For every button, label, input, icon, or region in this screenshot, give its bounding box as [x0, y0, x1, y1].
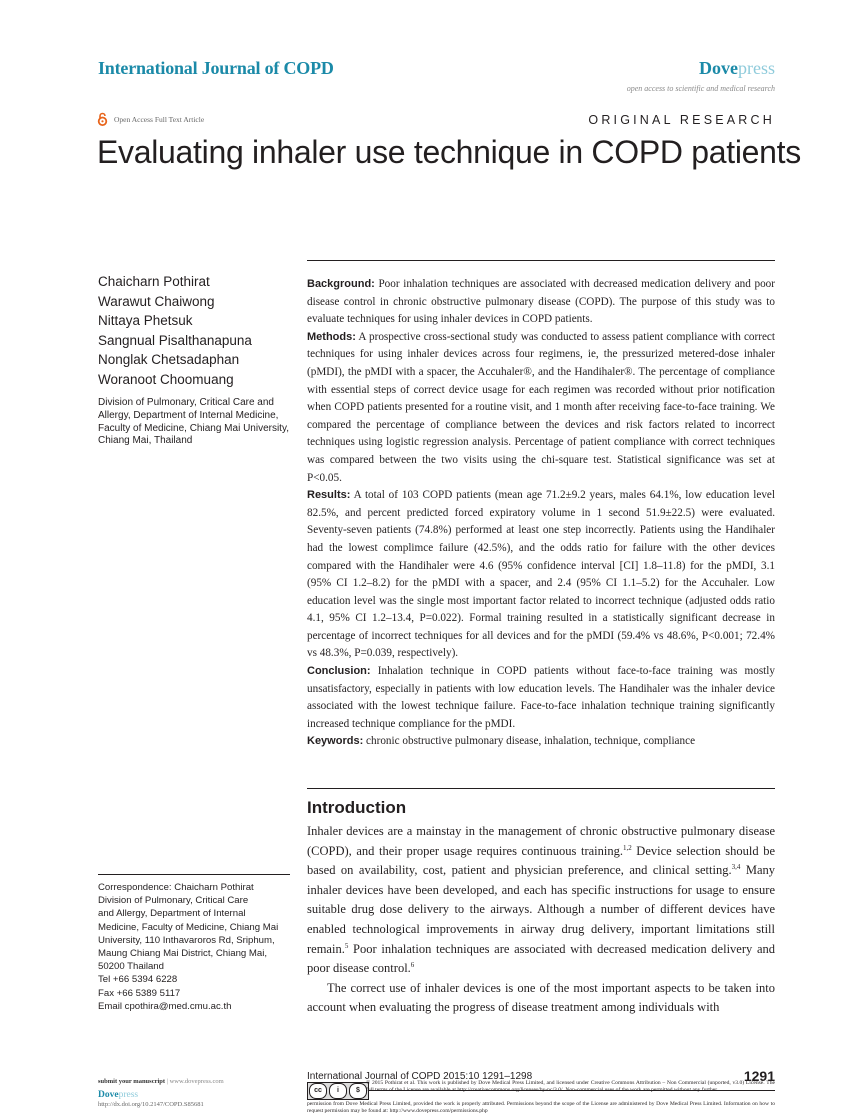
author-name: Nonglak Chetsadaphan: [98, 352, 240, 368]
publisher-name-light: press: [738, 58, 775, 78]
article-title: Evaluating inhaler use technique in COPD patients: [97, 134, 801, 170]
divider: [98, 874, 290, 875]
publisher-name-light: press: [118, 1090, 139, 1100]
abstract-label: Methods:: [307, 330, 356, 343]
publisher-tagline: open access to scientific and medical research: [626, 84, 775, 93]
abstract-label: Conclusion:: [307, 665, 371, 678]
paragraph: The correct use of inhaler devices is one of the most important aspects to be taken into account when evaluating the progress of disease treatment among individuals with: [307, 980, 775, 1015]
open-access-badge: [97, 112, 204, 126]
submit-manuscript-link[interactable]: [98, 1078, 224, 1085]
author-name: Warawut Chaiwong: [98, 293, 215, 309]
abstract-label: Background:: [307, 278, 375, 290]
correspondence-line: University, 110 Inthavaroros Rd, Sriphum,: [98, 934, 275, 946]
cc-by-nc-icon: cc i $: [307, 1082, 369, 1100]
abstract-keywords: [307, 733, 775, 751]
correspondence-email[interactable]: Email cpothira@med.cmu.ac.th: [98, 1000, 232, 1012]
open-access-lock-icon: [97, 112, 108, 126]
correspondence-line: Fax +66 5389 5117: [98, 987, 181, 999]
publisher-logo: [699, 58, 775, 79]
correspondence-line: Maung Chiang Mai District, Chiang Mai,: [98, 948, 268, 960]
correspondence: [98, 881, 293, 1013]
creative-commons-badge[interactable]: [307, 1082, 369, 1100]
citation-ref[interactable]: 1,2: [622, 843, 632, 852]
abstract-results: [307, 487, 775, 663]
affiliation: Division of Pulmonary, Critical Care and Allergy, Department of Internal Medicine, Faculty of Medicine, Chiang Mai University, Chiang Mai, Thailand: [98, 397, 289, 447]
abstract-text: Inhalation technique in COPD patients without face-to-face training was mostly unsatisfactory, especially in patients with low education levels. The Handihaler was the inhaler device associated with the lowest technique failure. Face-to-face inhalation technique training significantly increased technique compliance for the pMDI.: [307, 665, 775, 730]
text-run: Poor inhalation techniques are associated with decreased medication delivery and poor disease control.: [307, 941, 775, 976]
license-text: © 2015 Pothirat et al. This work is published by Dove Medical Press Limited, and licensed under Creative Commons Attribution – Non Commercial (unported, v3.0) License. The full terms of the License are available at http://creativecommons.org/licenses/by-nc/3.0/. Non-commercial uses of the work are permitted without any further: [366, 1080, 775, 1094]
author-name: Sangnual Pisalthanapuna: [98, 332, 252, 348]
article-type: ORIGINAL RESEARCH: [588, 113, 775, 127]
footer-publisher-logo: [98, 1090, 138, 1100]
divider: [307, 788, 775, 789]
paragraph: [307, 822, 775, 979]
abstract-conclusion: [307, 663, 775, 733]
publisher-name-bold: Dove: [98, 1090, 119, 1100]
section-heading: Introduction: [307, 798, 407, 817]
author-list: [98, 272, 293, 390]
doi-link[interactable]: http://dx.doi.org/10.2147/COPD.S85681: [98, 1101, 204, 1108]
correspondence-line: Correspondence: Chaicharn Pothirat: [98, 882, 254, 893]
citation-ref[interactable]: 5: [344, 941, 349, 950]
author-name: Nittaya Phetsuk: [98, 313, 193, 329]
abstract-text: A total of 103 COPD patients (mean age 71.2±9.2 years, males 64.1%, low education level 82.5%, and percent predicted forced expiratory volume in 1 second 51.9±22.5) were evaluated. Seventy-seven patients (74.8%) performed at least one step incorrectly. Patients using the Handihaler had the lowest complimce failure (42.5%), and the odds ratio for failure with the other devices compared with the Handihaler were 4.6 (95% confidence interval [CI] 1.8–11.8) for the pMDI, 3.1 (95% CI 1.2–8.2) for the pMDI with a spacer, and 2.4 (95% CI 1.1–5.2) for the Accuhaler. Low education level was the single most important factor related to incorrect technique (adjusted odds ratio 4.1, 95% CI 1.2–13.4, P=0.022). Formal training resulted in a statistically significant decrease in percentage of incorrect techniques for all devices and for the pMDI (59.4% vs 48.6%, P<0.001; 72.4% vs 48.3%, P=0.039, respectively).: [307, 489, 775, 660]
submit-url: | www.dovepress.com: [165, 1078, 224, 1085]
correspondence-line: Medicine, Faculty of Medicine, Chiang Mai: [98, 921, 279, 933]
license-text: permission from Dove Medical Press Limited, provided the work is properly attributed. Permissions beyond the scope of the License are administered by Dove Medical Press Limited. Information on how to request permission may be found at: http://www.dovepress.com/permissions.php: [307, 1101, 775, 1115]
journal-citation: International Journal of COPD 2015:10 1291–1298: [307, 1071, 533, 1082]
abstract-label: Results:: [307, 489, 351, 502]
abstract-methods: [307, 329, 775, 487]
text-run: Many inhaler devices have been developed, and each has specific instructions for usage to ensure suitable drug dose delivery to the airways. Although a number of different devices have enabled technological improvements in airway drug delivery, important limitations still remain.: [307, 863, 775, 956]
text-run: Inhaler devices are a mainstay in the management of chronic obstructive pulmonary disease (COPD), and their proper usage requires continuous training.: [307, 824, 775, 858]
open-access-label: Open Access Full Text Article: [114, 114, 205, 124]
divider: [307, 260, 775, 261]
correspondence-line: Tel +66 5394 6228: [98, 974, 178, 986]
abstract-text: Poor inhalation techniques are associated with decreased medication delivery and poor disease control in chronic obstructive pulmonary disease (COPD). The purpose of this study was to evaluate techniques for using inhaler devices in COPD patients.: [307, 278, 775, 326]
submit-label: submit your manuscript: [98, 1078, 166, 1085]
abstract-background: [307, 276, 775, 329]
author-name: Chaicharn Pothirat: [98, 274, 210, 289]
correspondence-line: 50200 Thailand: [98, 961, 164, 973]
correspondence-line: and Allergy, Department of Internal: [98, 908, 246, 920]
text-run: Device selection should be based on availability, cost, patient and physician preference, and clinical setting.: [307, 843, 775, 878]
abstract-label: Keywords:: [307, 735, 364, 748]
citation-ref[interactable]: 6: [410, 961, 415, 969]
page-number: 1291: [743, 1068, 775, 1084]
correspondence-line: Division of Pulmonary, Critical Care: [98, 895, 249, 907]
abstract: [307, 276, 775, 751]
author-name: Woranoot Choomuang: [98, 371, 234, 387]
abstract-text: A prospective cross-sectional study was conducted to assess patient compliance with correct techniques for using inhaler devices across four regimens, ie, the pressurized metered-dose inhaler (pMDI), the pMDI with a spacer, the Accuhaler®, and the Handihaler®. The percentage of compliance with essential steps of correct device usage for each regimen was recorded without prior notification when COPD patients presented for a routine visit, and 1 month after receiving face-to-face training. We compared the percentage of compliance between the devices and risk factors related to incorrect techniques using logistic regression analysis. Percentage of patient compliance with correct techniques was compared between the two visits using the chi-square test. Statistical significance was set at P<0.05.: [307, 330, 775, 484]
introduction-body: [307, 822, 775, 1018]
abstract-text: chronic obstructive pulmonary disease, inhalation, technique, compliance: [363, 735, 696, 748]
citation-ref[interactable]: 3,4: [731, 863, 741, 872]
publisher-name-bold: Dove: [699, 58, 738, 78]
journal-name: International Journal of COPD: [98, 58, 334, 78]
